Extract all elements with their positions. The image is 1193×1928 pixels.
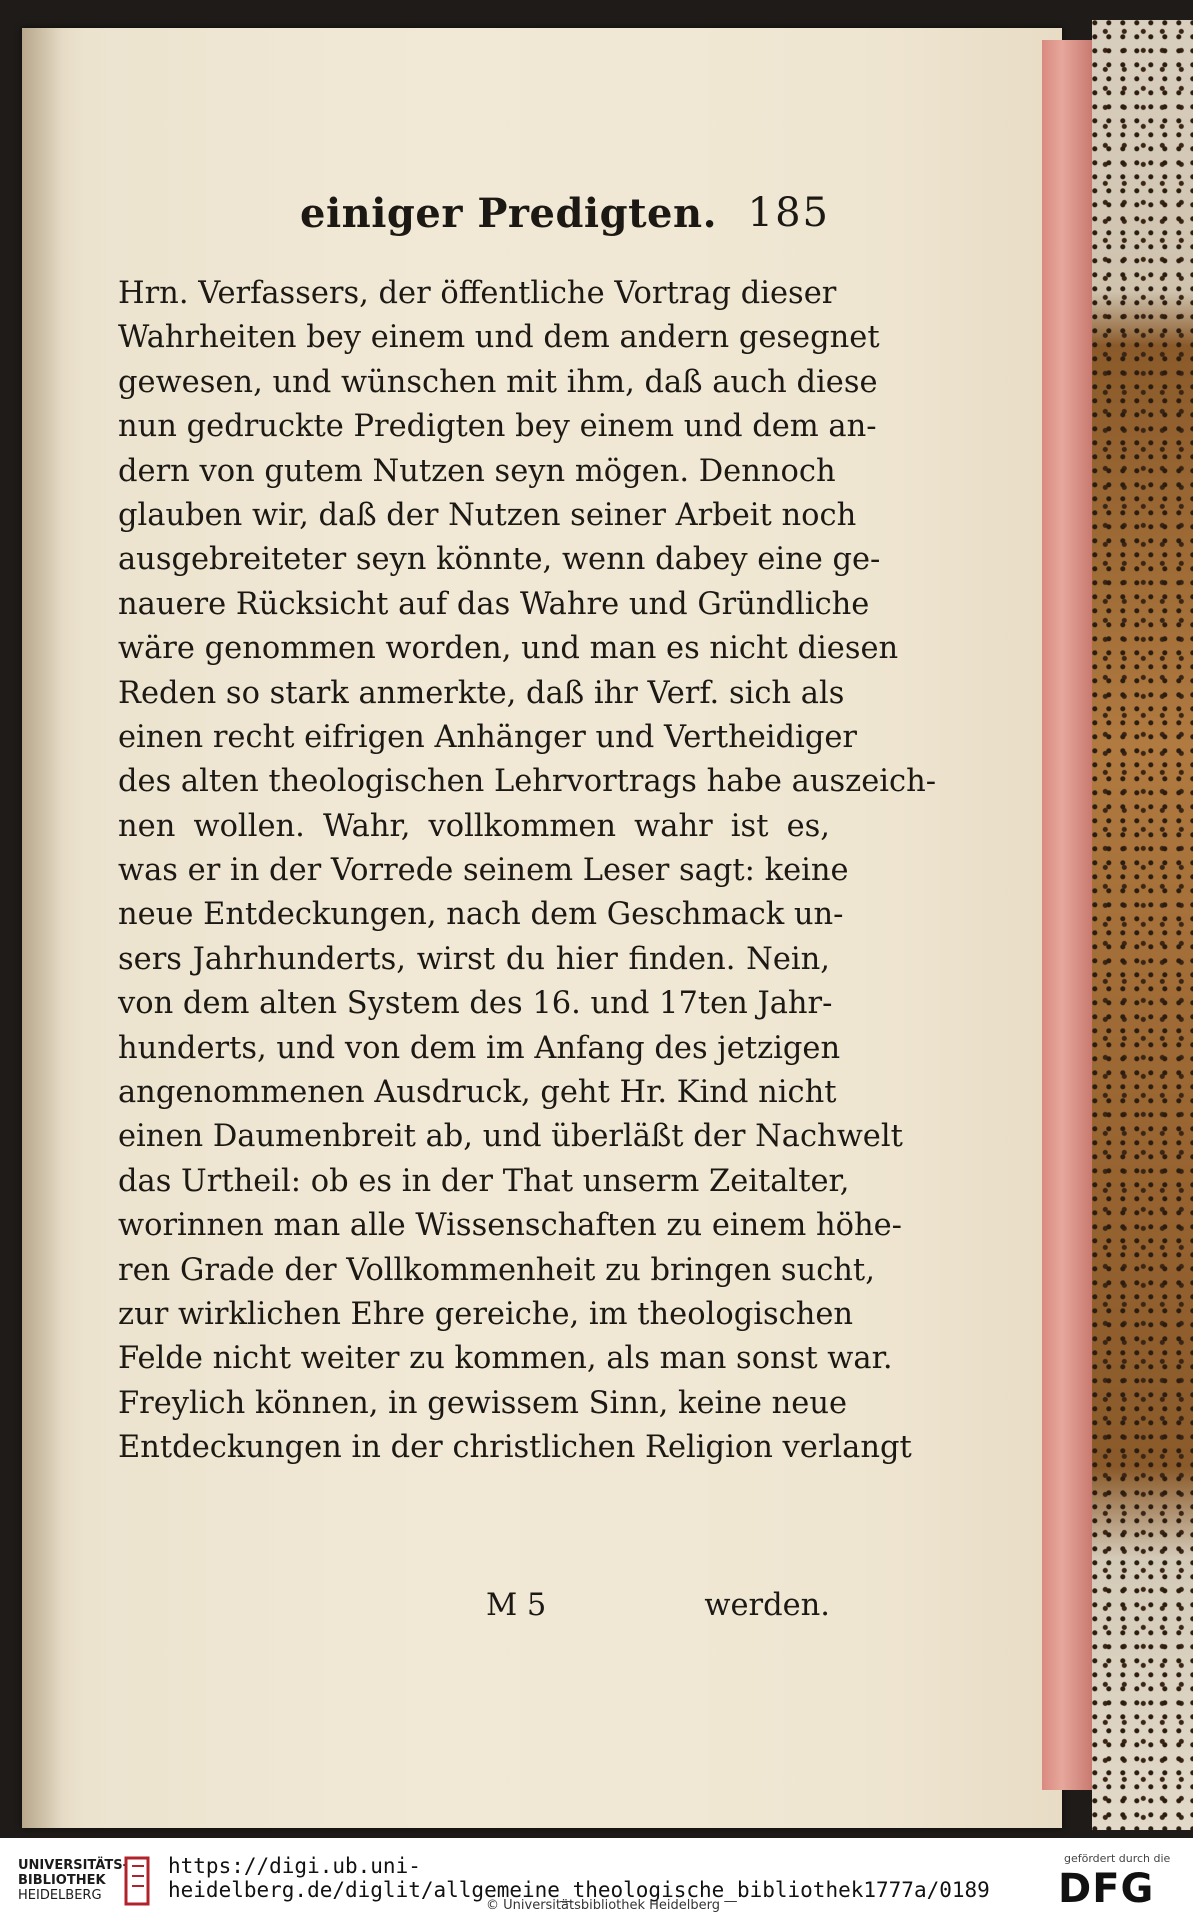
text-line: was er in der Vorrede seinem Leser sagt: keine: [118, 853, 849, 889]
text-line: das Urtheil: ob es in der That unserm Zeitalter,: [118, 1163, 850, 1199]
text-line: Entdeckungen in der christlichen Religion verlangt: [118, 1430, 912, 1466]
text-line: nun gedruckte Predigten bey einem und dem an-: [118, 409, 877, 445]
page-header: [300, 190, 830, 240]
text-line: glauben wir, daß der Nutzen seiner Arbeit noch: [118, 497, 857, 533]
running-title: einiger Predigten.: [300, 190, 718, 237]
signature-mark: M 5: [486, 1588, 547, 1623]
permalink-url[interactable]: https://digi.ub.uni-heidelberg.de/diglit/allgemeine_theologische_bibliothek1777a/0189: [168, 1854, 990, 1902]
page-number: 185: [747, 190, 830, 236]
text-line: gewesen, und wünschen mit ihm, daß auch diese: [118, 364, 878, 400]
viewer-footer: [0, 1838, 1193, 1928]
text-line: neue Entdeckungen, nach dem Geschmack un-: [118, 897, 844, 933]
text-line: Felde nicht weiter zu kommen, als man sonst war.: [118, 1341, 893, 1377]
book-cover-board: [1092, 20, 1193, 1830]
catchline: [118, 1588, 830, 1634]
page-gutter-shadow: [22, 28, 62, 1828]
library-name-line3: HEIDELBERG: [18, 1888, 102, 1903]
page-edge-red: [1042, 40, 1092, 1790]
text-line: hunderts, und von dem im Anfang des jetzigen: [118, 1030, 841, 1066]
text-line: Hrn. Verfassers, der öffentliche Vortrag dieser: [118, 276, 837, 311]
text-line: nen wollen. Wahr, vollkommen wahr ist es,: [118, 808, 830, 844]
text-line: zur wirklichen Ehre gereiche, im theologischen: [118, 1296, 854, 1332]
text-line: des alten theologischen Lehrvortrags habe auszeich-: [118, 764, 937, 800]
text-line: ausgebreiteter seyn könnte, wenn dabey eine ge-: [118, 542, 881, 578]
body-text: [118, 272, 937, 1471]
text-line: Freylich können, in gewissem Sinn, keine neue: [118, 1385, 848, 1421]
library-name-line1: UNIVERSITÄTS-: [18, 1858, 128, 1873]
library-emblem-icon: [118, 1852, 156, 1910]
funder-caption: gefördert durch die: [1064, 1852, 1171, 1865]
dfg-logo: DFG: [1058, 1866, 1155, 1912]
text-line: wäre genommen worden, und man es nicht diesen: [118, 631, 899, 667]
text-line: Wahrheiten bey einem und dem andern gesegnet: [118, 320, 880, 356]
text-line: angenommenen Ausdruck, geht Hr. Kind nicht: [118, 1075, 837, 1111]
text-line: einen Daumenbreit ab, und überläßt der Nachwelt: [118, 1119, 903, 1155]
text-line: dern von gutem Nutzen seyn mögen. Dennoch: [118, 453, 836, 489]
text-line: ren Grade der Vollkommenheit zu bringen sucht,: [118, 1252, 875, 1288]
copyright-notice: © Universitätsbibliothek Heidelberg: [486, 1898, 721, 1913]
text-line: sers Jahrhunderts, wirst du hier finden. Nein,: [118, 941, 830, 977]
text-line: nauere Rücksicht auf das Wahre und Gründliche: [118, 586, 870, 622]
library-name-line2: BIBLIOTHEK: [18, 1873, 106, 1888]
text-line: worinnen man alle Wissenschaften zu einem höhe-: [118, 1208, 902, 1244]
text-line: Reden so stark anmerkte, daß ihr Verf. sich als: [118, 675, 845, 711]
text-line: einen recht eifrigen Anhänger und Vertheidiger: [118, 719, 857, 755]
text-line: von dem alten System des 16. und 17ten Jahr-: [118, 986, 833, 1022]
catchword: werden.: [704, 1588, 830, 1623]
